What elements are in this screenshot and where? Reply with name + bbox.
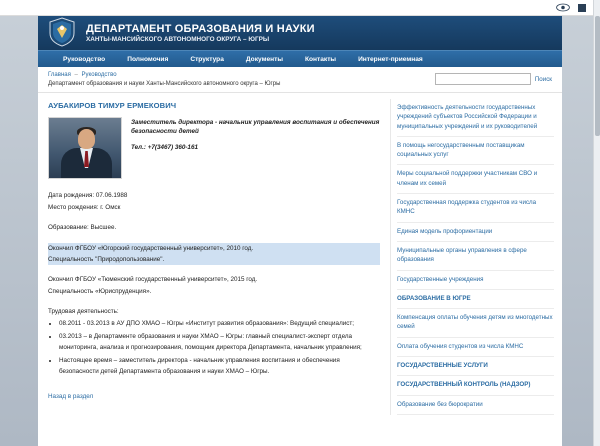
main-content: [38, 99, 390, 415]
sidebar-item-proforientatsiya[interactable]: Единая модель профориентации: [397, 223, 554, 242]
nav-item-struktura[interactable]: Структура: [190, 55, 224, 63]
back-link-container: [48, 393, 380, 400]
nav-item-rukovodstvo[interactable]: Руководство: [63, 55, 106, 63]
education-entry-1: [48, 243, 380, 266]
sidebar-item-oplata-obucheniya-kmns[interactable]: Оплата обучения студентов из числа КМНС: [397, 338, 554, 357]
education-label: Образование:: [48, 224, 89, 232]
sidebar-item-podderzhka-kmns[interactable]: Государственная поддержка студентов из числа КМНС: [397, 194, 554, 223]
coat-of-arms-icon: [48, 17, 76, 49]
education-entry-1-spec: Специальность "Природопользование".: [48, 254, 380, 265]
person-phone: [131, 144, 380, 151]
birth-date-row: [48, 190, 380, 202]
avatar: [48, 117, 122, 179]
birth-date-value: 07.06.1988: [95, 192, 128, 199]
person-profile: [48, 117, 380, 179]
list-item: • 08.2011 - 03.2013 в АУ ДПО ХМАО – Югры «Институт развития образования»: Ведущий специалист;: [59, 318, 380, 329]
square-icon[interactable]: [578, 4, 586, 12]
person-position: Заместитель директора - начальник управления воспитания и обеспечения безопасности детей: [131, 119, 380, 136]
sidebar-item-gosudarstvennye-uchrezhdeniya[interactable]: Государственные учреждения: [397, 271, 554, 290]
site-title: ДЕПАРТАМЕНТ ОБРАЗОВАНИЯ И НАУКИ: [86, 22, 315, 35]
site-container: [38, 16, 562, 446]
site-subtitle: ХАНТЫ-МАНСИЙСКОГО АВТОНОМНОГО ОКРУГА – ЮГРЫ: [86, 36, 270, 44]
sidebar-item-obrazovanie-v-yugre[interactable]: ОБРАЗОВАНИЕ В ЮГРЕ: [397, 290, 554, 309]
nav-item-polnomochiya[interactable]: Полномочия: [127, 55, 169, 63]
person-facts: [48, 190, 380, 213]
nav-item-kontakty[interactable]: Контакты: [304, 55, 337, 63]
search-input[interactable]: [435, 73, 531, 85]
work-history-list: [48, 318, 380, 377]
page-scrollbar[interactable]: [593, 0, 600, 446]
sidebar-item-municipalnye-organy[interactable]: Муниципальные органы управления в сфере образования: [397, 242, 554, 271]
breadcrumb: [48, 72, 280, 78]
breadcrumb-current[interactable]: Руководство: [81, 72, 117, 78]
birth-date-label: Дата рождения:: [48, 192, 95, 199]
education-entry-2-text: Окончил ФГБОУ «Тюменский государственный университет», 2015 год.: [48, 276, 258, 284]
main-navigation: [38, 50, 562, 67]
nav-item-dokumenty[interactable]: Документы: [245, 55, 283, 63]
sidebar-item-gosudarstvennye-uslugi[interactable]: ГОСУДАРСТВЕННЫЕ УСЛУГИ: [397, 357, 554, 376]
nav-item-internet-priemnaya[interactable]: Интернет-приемная: [358, 55, 423, 63]
breadcrumb-separator: –: [74, 72, 78, 78]
site-header: [38, 16, 562, 50]
education-row: [48, 222, 380, 233]
search-box: [435, 73, 552, 85]
sidebar-item-obrazovanie-bez-byurokratii[interactable]: Образование без бюрократии: [397, 396, 554, 415]
eye-icon[interactable]: [556, 3, 570, 12]
person-phone-label: Тел.:: [131, 143, 146, 151]
education-value: Высшее.: [90, 224, 117, 232]
list-item: • 03.2013 – в Департаменте образования и науки ХМАО – Югры: главный специалист-эксперт отдела мониторинга, анализа и прогнозирования, помощник директора Департамента, начальник управления;: [59, 331, 380, 353]
sidebar-item-pomosch-postavschikam[interactable]: В помощь негосударственным поставщикам социальных услуг: [397, 137, 554, 166]
education-entry-2: [48, 274, 380, 297]
accessibility-topbar: [0, 0, 600, 16]
education-entry-2-spec: Специальность «Юриспруденция».: [48, 287, 152, 295]
education-block: [48, 222, 380, 233]
scrollbar-thumb[interactable]: [595, 16, 600, 136]
birth-place-row: [48, 202, 380, 214]
content-columns: [38, 93, 562, 415]
breadcrumb-row: [38, 67, 562, 93]
birth-place-label: Место рождения:: [48, 203, 99, 211]
work-history-title: Трудовая деятельность:: [48, 307, 119, 315]
birth-place-value: г. Омск: [100, 203, 121, 211]
page-title: Департамент образования и науки Ханты-Мансийского автономного округа – Югры: [48, 81, 281, 87]
search-button[interactable]: Поиск: [534, 75, 552, 83]
person-phone-value: +7(3467) 360-161: [147, 143, 198, 151]
back-link[interactable]: Назад в раздел: [48, 393, 94, 400]
list-item: • Настоящее время – заместитель директора - начальник управления воспитания и обеспечения безопасности детей Департамента образования и науки ХМАО – Югры.: [59, 355, 380, 377]
sidebar-item-effektivnost[interactable]: Эффективность деятельности государственных учреждений субъектов Российской Федерации и муниципальных учреждений и их руководителей: [397, 99, 554, 137]
sidebar-item-mery-podderzhki-svo[interactable]: Меры социальной поддержки участникам СВО и членам их семей: [397, 165, 554, 194]
sidebar-item-gosudarstvennyy-kontrol[interactable]: ГОСУДАРСТВЕННЫЙ КОНТРОЛЬ (НАДЗОР): [397, 376, 554, 395]
sidebar: [390, 99, 562, 415]
breadcrumb-home[interactable]: Главная: [48, 72, 71, 78]
education-entry-1-text: Окончил ФГБОУ «Югорский государственный университет», 2010 год.: [48, 243, 380, 254]
person-name: АУБАКИРОВ ТИМУР ЕРМЕКОВИЧ: [48, 101, 177, 110]
sidebar-item-kompensatsiya-oplaty[interactable]: Компенсация оплаты обучения детям из многодетных семей: [397, 309, 554, 338]
